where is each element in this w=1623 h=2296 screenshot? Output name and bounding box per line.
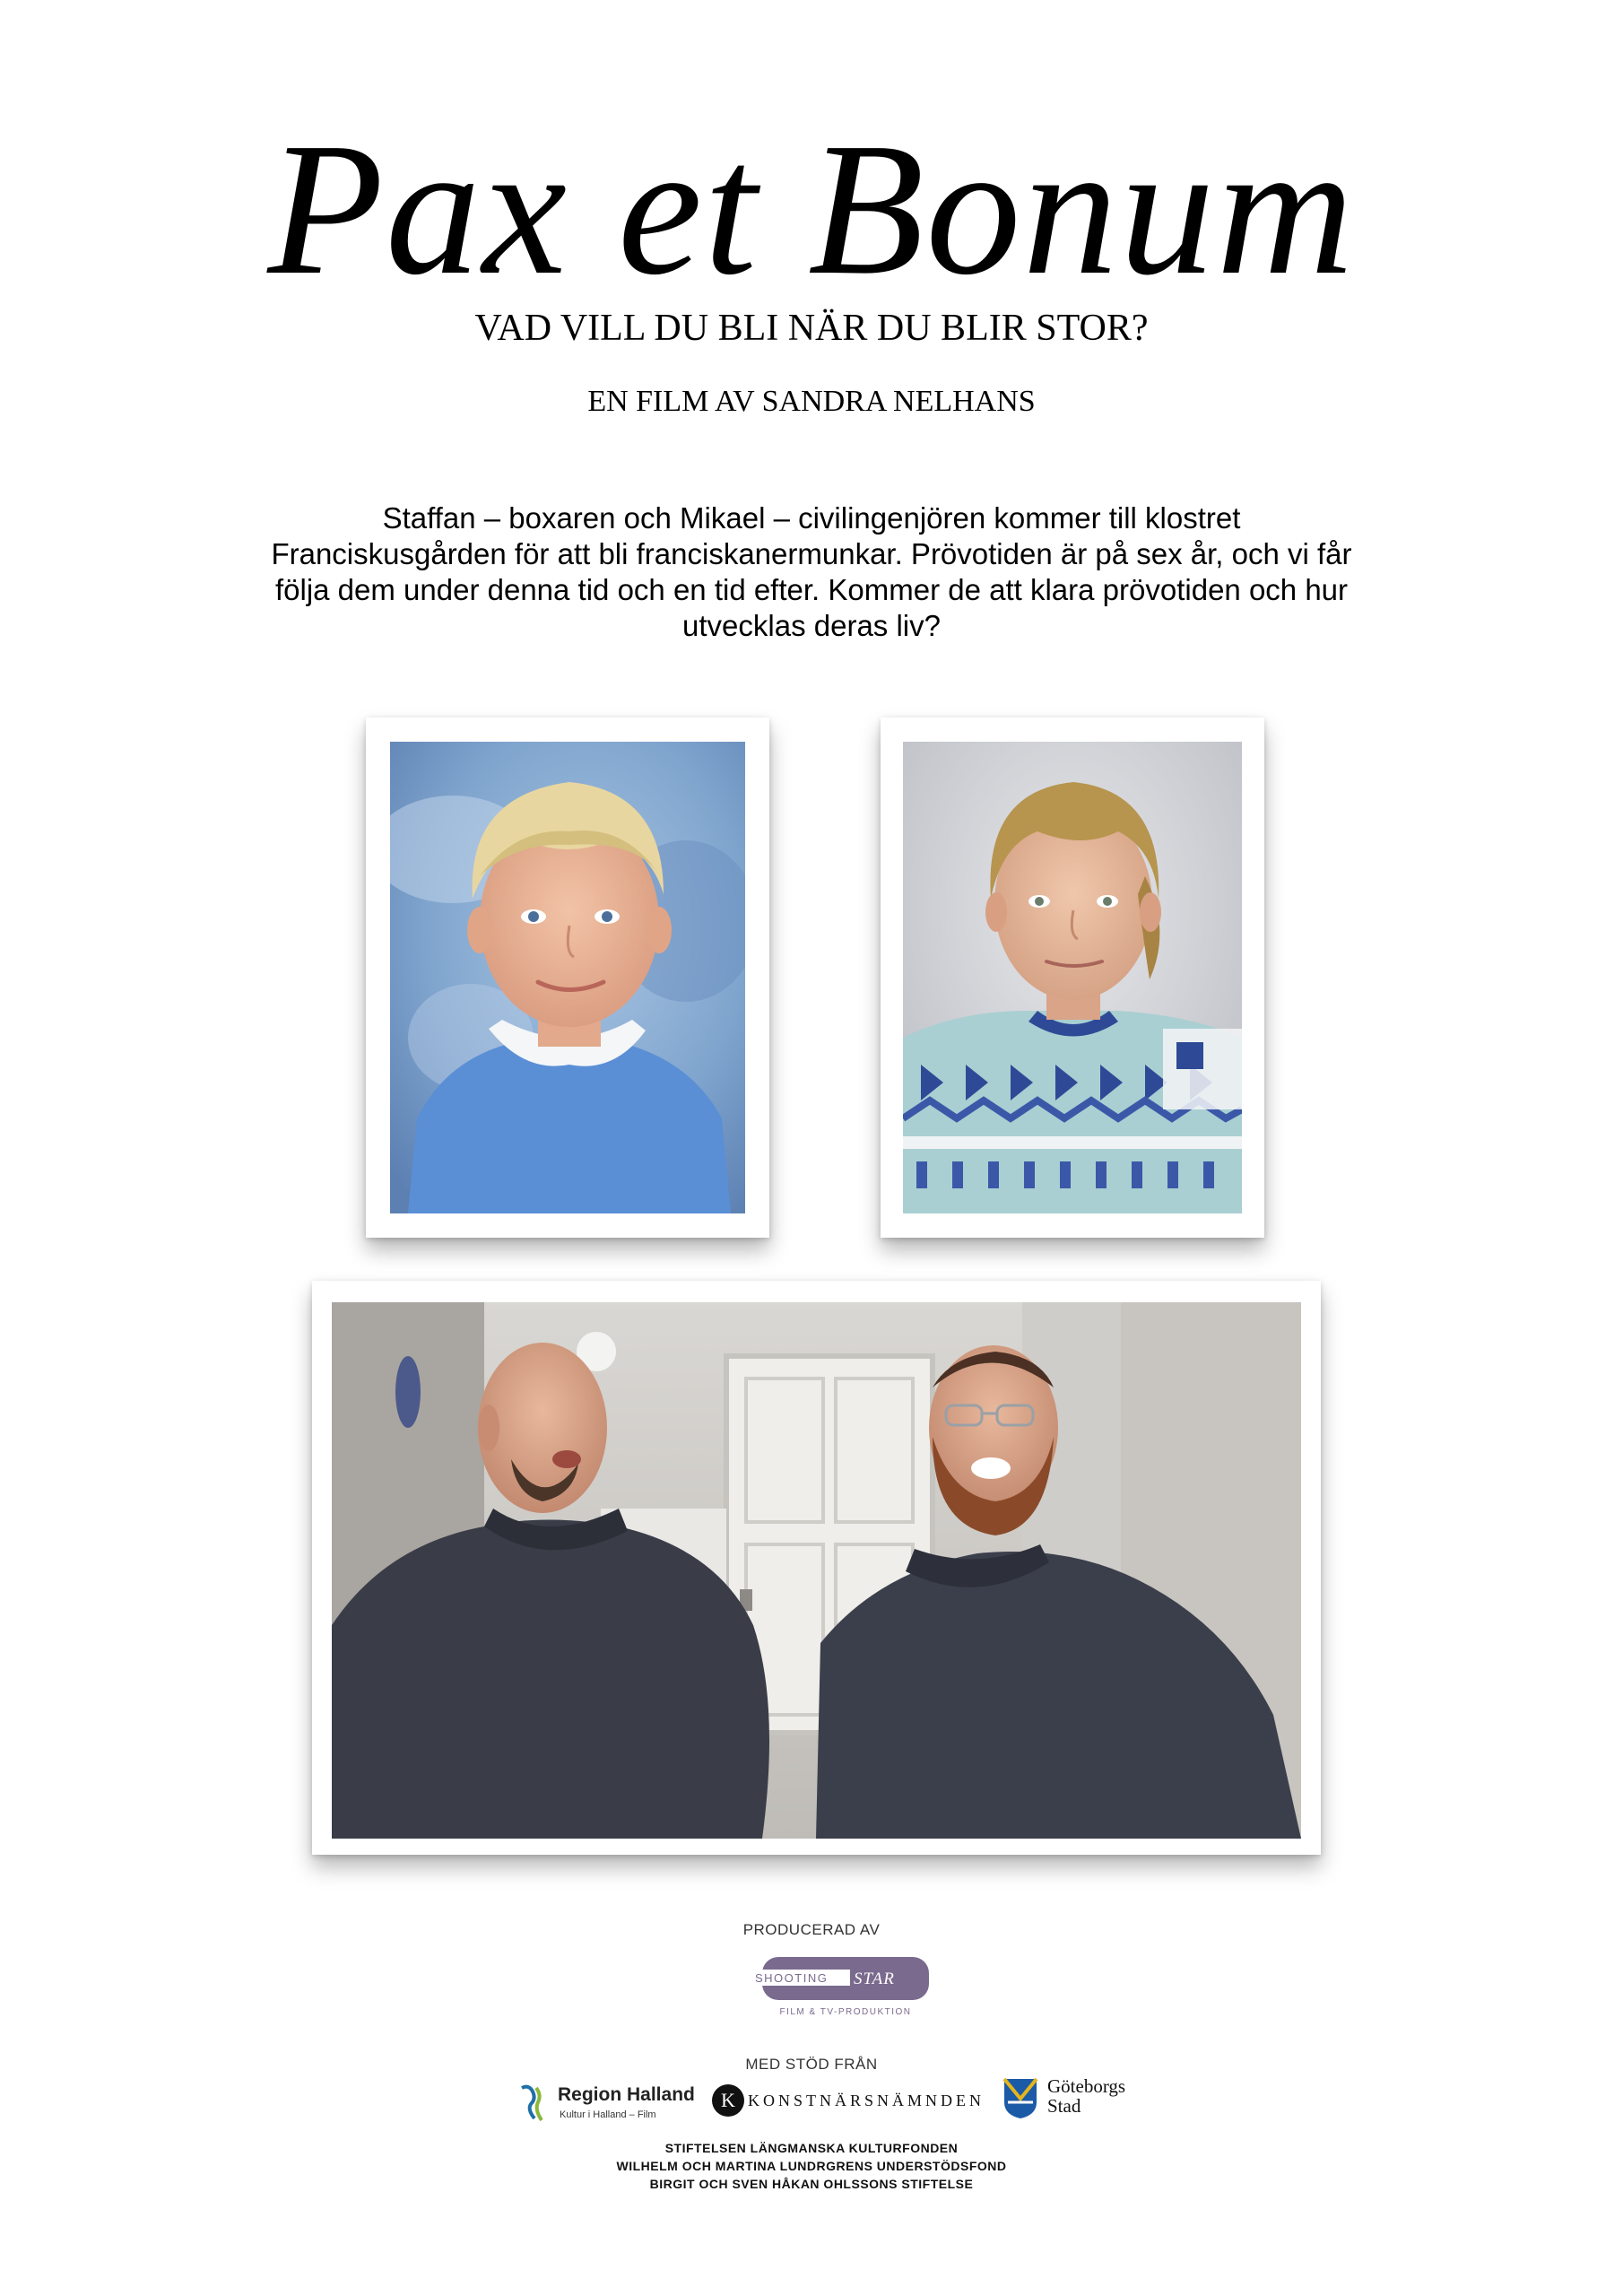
friars-photo-frame bbox=[312, 1281, 1321, 1855]
support-label: MED STÖD FRÅN bbox=[745, 2056, 878, 2073]
child-photo-left-frame bbox=[366, 718, 769, 1238]
foundation-line: BIRGIT OCH SVEN HÅKAN OHLSSONS STIFTELSE bbox=[649, 2177, 974, 2191]
konstnarsnamnden-icon: K bbox=[712, 2084, 744, 2117]
logo-word1: SHOOTING bbox=[755, 1971, 829, 1985]
poster-byline: EN FILM AV SANDRA NELHANS bbox=[587, 385, 1036, 418]
foundation-line: STIFTELSEN LÄNGMANSKA KULTURFONDEN bbox=[664, 2141, 959, 2155]
producer-logo bbox=[751, 1955, 940, 2018]
sponsor-konstnarsnamnden bbox=[712, 2083, 985, 2118]
goteborg-sub: Stad bbox=[1047, 2095, 1081, 2117]
konstnarsnamnden-name: KONSTNÄRSNÄMNDEN bbox=[748, 2092, 985, 2109]
shooting-star-logo-icon bbox=[751, 1955, 940, 2018]
poster-title: Pax et Bonum bbox=[267, 103, 1356, 314]
logo-sub: FILM & TV-PRODUKTION bbox=[779, 2007, 912, 2017]
synopsis-text: Staffan – boxaren och Mikael – civilingenjören kommer till klostret Franciskusgården för att bli franciskanermunkar. Prövotiden är på sex år, och vi får följa dem under denna tid och en tid efter. Kommer de att klara prövotiden och hur utvecklas deras liv? bbox=[271, 501, 1352, 642]
region-halland-icon bbox=[516, 2083, 552, 2126]
sponsor-goteborgs-stad bbox=[1001, 2075, 1144, 2124]
produced-by-label: PRODUCERAD AV bbox=[742, 1921, 881, 1938]
poster-tagline: VAD VILL DU BLI NÄR DU BLIR STOR? bbox=[474, 308, 1149, 349]
foundation-line: WILHELM OCH MARTINA LUNDRGRENS UNDERSTÖDSFOND bbox=[616, 2159, 1007, 2173]
child-photo-left bbox=[390, 742, 745, 1213]
logo-word2: STAR bbox=[854, 1970, 895, 1988]
region-halland-name: Region Halland bbox=[558, 2084, 695, 2105]
friars-photo bbox=[332, 1302, 1301, 1839]
goteborg-name: Göteborgs bbox=[1047, 2075, 1126, 2097]
sponsor-region-halland bbox=[516, 2083, 696, 2127]
child-photo-right bbox=[903, 742, 1242, 1213]
child-photo-right-frame bbox=[881, 718, 1264, 1238]
goteborg-crest-icon bbox=[1001, 2075, 1040, 2120]
region-halland-sub: Kultur i Halland – Film bbox=[560, 2109, 656, 2120]
